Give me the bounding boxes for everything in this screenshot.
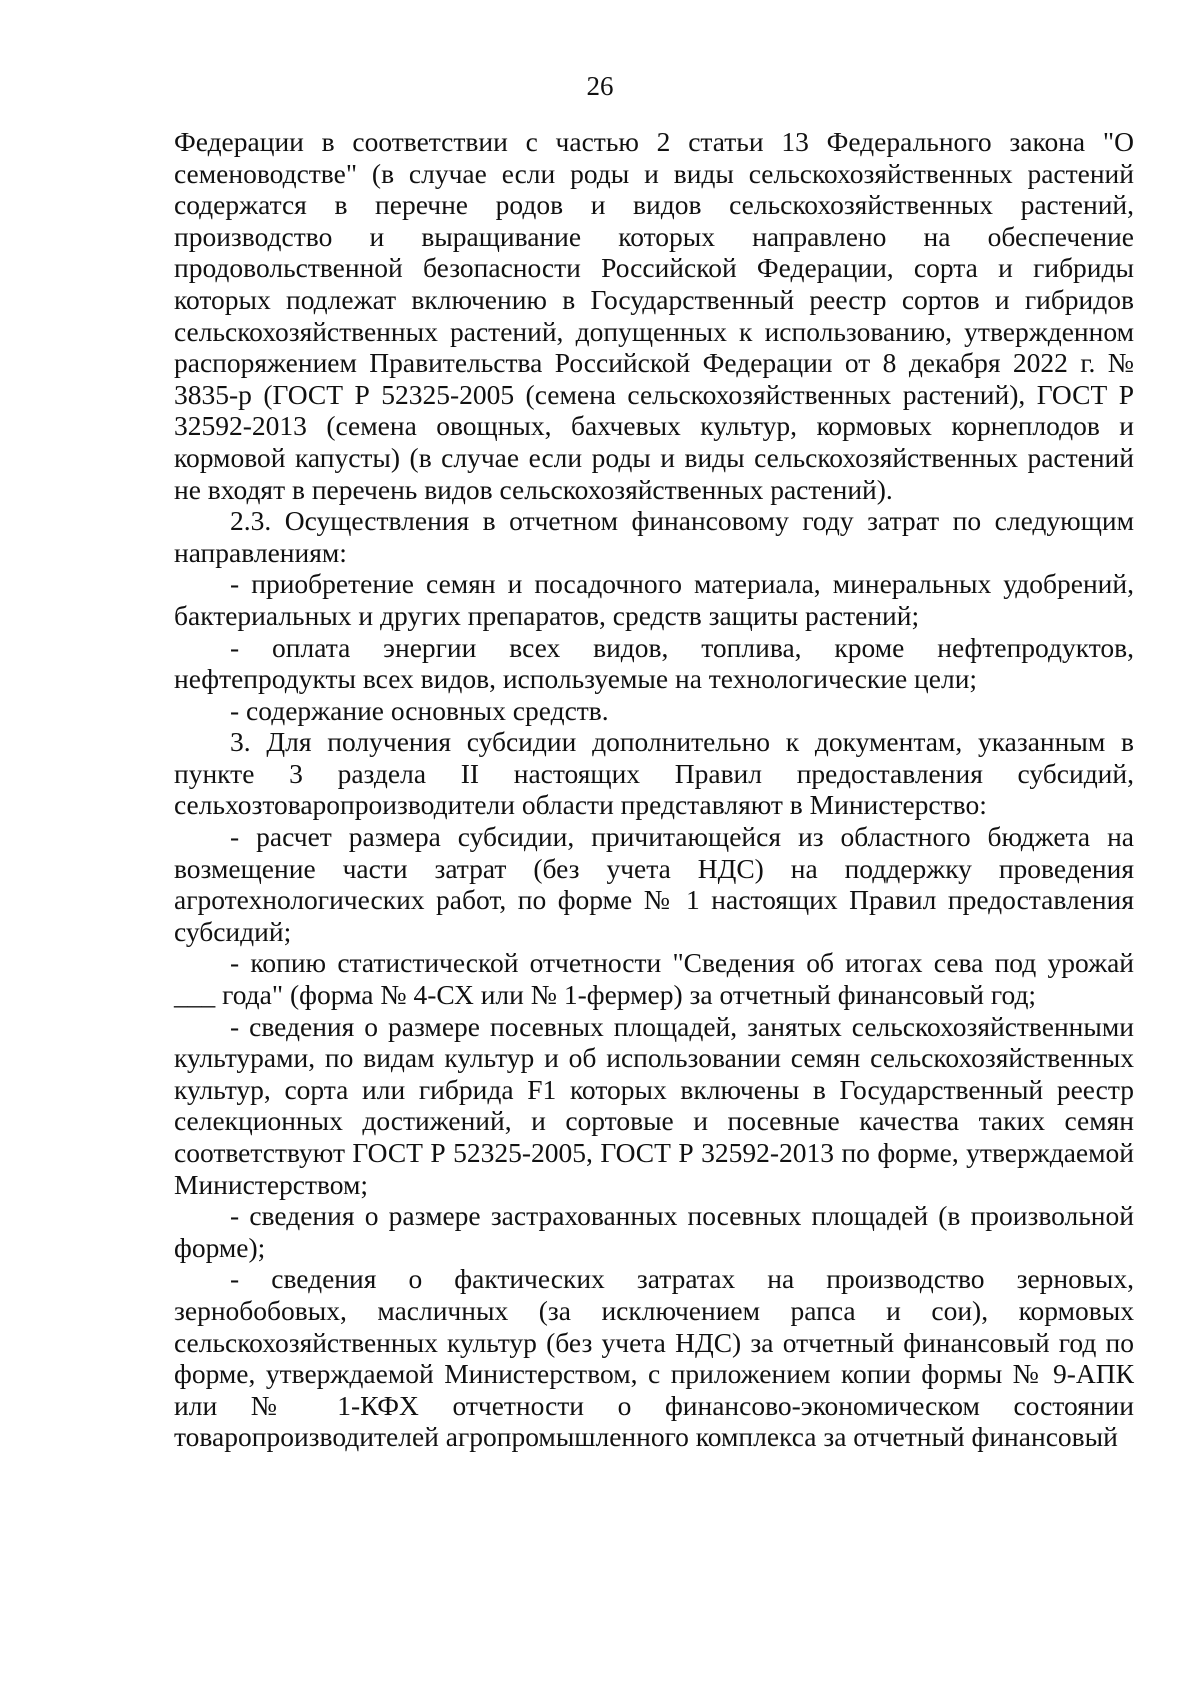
list-item: - сведения о размере посевных площадей, занятых сельскохозяйственными культурами, по видам культур и об использовании семян сельскохозяйственных культур, сорта или гибрида F1 которых включены в Государственный реестр селекционных достижений, и сортовые и посевные качества таких семян соответствуют ГОСТ Р 52325-2005, ГОСТ Р 32592-2013 по форме, утверждаемой Министерством; (174, 1010, 1134, 1200)
list-item: - приобретение семян и посадочного материала, минеральных удобрений, бактериальных и других препаратов, средств защиты растений; (174, 568, 1134, 631)
paragraph: 3. Для получения субсидии дополнительно к документам, указанным в пункте 3 раздела II настоящих Правил предоставления субсидий, сельхозтоваропроизводители области представляют в Министерство: (174, 726, 1134, 821)
list-item: - копию статистической отчетности "Сведения об итогах сева под урожай ___ года" (форма № 4-СХ или № 1-фермер) за отчетный финансовый год; (174, 947, 1134, 1011)
list-item: - содержание основных средств. (230, 694, 609, 726)
list-item: - оплата энергии всех видов, топлива, кроме нефтепродуктов, нефтепродукты всех видов, используемые на технологические цели; (174, 631, 1134, 695)
list-item: - сведения о размере застрахованных посевных площадей (в произвольной форме); (174, 1200, 1134, 1263)
list-item: - сведения о фактических затратах на производство зерновых, зернобобовых, масличных (за исключением рапса и сои), кормовых сельскохозяйственных культур (без учета НДС) за отчетный финансовый год по форме, утверждаемой Министерством, с приложением копии формы № 9-АПК или № 1-КФХ отчетности о финансово-экономическом состоянии товаропроизводителей агропромышленного комплекса за отчетный финансовый (174, 1263, 1134, 1453)
paragraph: 2.3. Осуществления в отчетном финансовому году затрат по следующим направлениям: (174, 505, 1134, 568)
paragraph: Федерации в соответствии с частью 2 статьи 13 Федерального закона "О семеноводстве" (в случае если роды и виды сельскохозяйственных растений содержатся в перечне родов и видов сельскохозяйственных растений, производство и выращивание которых направлено на обеспечение продовольственной безопасности Российской Федерации, сорта и гибриды которых подлежат включению в Государственный реестр сортов и гибридов сельскохозяйственных растений, допущенных к использованию, утвержденном распоряжением Правительства Российской Федерации от 8 декабря 2022 г. № 3835-р (ГОСТ Р 52325-2005 (семена сельскохозяйственных растений), ГОСТ Р 32592-2013 (семена овощных, бахчевых культур, кормовых корнеплодов и кормовой капусты) (в случае если роды и виды сельскохозяйственных растений не входят в перечень видов сельскохозяйственных растений). (174, 126, 1134, 505)
list-item: - расчет размера субсидии, причитающейся из областного бюджета на возмещение части затрат (без учета НДС) на поддержку проведения агротехнологических работ, по форме № 1 настоящих Правил предоставления субсидий; (174, 821, 1134, 947)
document-body (174, 126, 1134, 1453)
page-number: 26 (586, 71, 614, 101)
